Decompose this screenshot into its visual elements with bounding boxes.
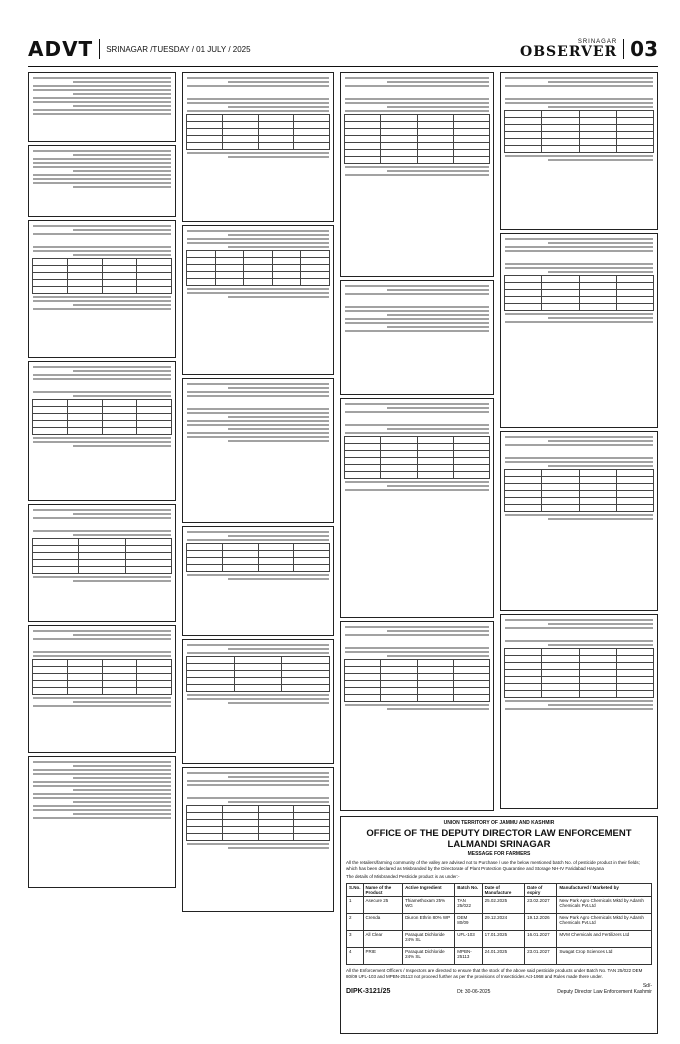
column-header: Manufactured / Marketed by bbox=[557, 883, 652, 896]
header-rule bbox=[28, 66, 658, 67]
notice-block bbox=[182, 225, 334, 375]
table-cell: 17.01.2025 bbox=[482, 930, 524, 947]
pesticide-notice bbox=[340, 816, 658, 1034]
header-divider bbox=[99, 39, 100, 59]
table-row bbox=[347, 913, 652, 930]
table-cell: 23.02.2027 bbox=[525, 896, 557, 913]
notice-block bbox=[500, 72, 658, 230]
notice-block bbox=[28, 625, 176, 753]
table-cell: 25.02.2025 bbox=[482, 896, 524, 913]
table-cell: 2 bbox=[347, 913, 364, 930]
dipk-number: DIPK-3121/25 bbox=[346, 988, 391, 996]
notice-footer bbox=[346, 983, 652, 995]
column-header: Batch No. bbox=[455, 883, 482, 896]
notice-block bbox=[500, 431, 658, 611]
column-header: S.No. bbox=[347, 883, 364, 896]
pesticide-table bbox=[346, 883, 652, 965]
signature-sd: Sd/- bbox=[642, 983, 652, 990]
notice-block bbox=[500, 614, 658, 809]
table-cell: Crenda bbox=[363, 913, 403, 930]
section-label: ADVT bbox=[28, 37, 94, 61]
table-cell: 23.01.2027 bbox=[525, 947, 557, 964]
table-cell: Paraquat Dichloride 24% SL bbox=[403, 930, 455, 947]
notice-block bbox=[182, 639, 334, 764]
table-header-row bbox=[347, 883, 652, 896]
table-cell: MVM Chemicals and Fertilizers Ltd bbox=[557, 930, 652, 947]
page-header bbox=[28, 34, 658, 64]
notice-date: Dt: 30-06-2025 bbox=[457, 989, 491, 996]
masthead-logo bbox=[520, 39, 617, 59]
table-cell: TAN 25/022 bbox=[455, 896, 482, 913]
table-cell: Asecure 25 bbox=[363, 896, 403, 913]
dateline: SRINAGAR /TUESDAY / 01 JULY / 2025 bbox=[106, 44, 251, 54]
table-cell: 4 bbox=[347, 947, 364, 964]
notice-block bbox=[340, 398, 494, 618]
masthead-title: OBSERVER bbox=[520, 44, 618, 60]
notice-block bbox=[28, 220, 176, 358]
table-cell: New Park Agro Chemicals Mktd by Adarsh Chemicals Pvt.Ltd bbox=[557, 913, 652, 930]
column-header: Name of the Product bbox=[363, 883, 403, 896]
header-divider bbox=[623, 39, 624, 59]
table-cell: 1 bbox=[347, 896, 364, 913]
table-row bbox=[347, 947, 652, 964]
notice-block bbox=[28, 145, 176, 217]
column-header: Active Ingredient bbox=[403, 883, 455, 896]
table-cell: 16.01.2027 bbox=[525, 930, 557, 947]
table-cell: 19.12.2026 bbox=[525, 913, 557, 930]
masthead-city: SRINAGAR bbox=[577, 39, 618, 45]
ad-column-1 bbox=[28, 72, 176, 891]
notice-block bbox=[28, 72, 176, 142]
ad-column-4 bbox=[500, 72, 658, 812]
table-cell: 29.12.2024 bbox=[482, 913, 524, 930]
notice-block bbox=[500, 233, 658, 428]
notice-block bbox=[182, 72, 334, 222]
notice-details-label: The details of Misbranded Pesticide product is as under:- bbox=[346, 874, 460, 880]
column-header: Date of expiry bbox=[525, 883, 557, 896]
notice-block bbox=[182, 526, 334, 636]
table-cell: 24.01.2025 bbox=[482, 947, 524, 964]
notice-office-title: OFFICE OF THE DEPUTY DIRECTOR LAW ENFORCEMENT LALMANDI SRINAGAR bbox=[366, 828, 632, 850]
table-cell: DEM 80/09 bbox=[455, 913, 482, 930]
notice-block bbox=[182, 378, 334, 523]
table-row bbox=[347, 930, 652, 947]
notice-block bbox=[28, 361, 176, 501]
table-cell: Diuron Ethrin 80% WP bbox=[403, 913, 455, 930]
table-cell: PRIE bbox=[363, 947, 403, 964]
table-cell: Swagat Crop Sciences Ltd bbox=[557, 947, 652, 964]
table-cell: Paraquat Dichloride 24% SL bbox=[403, 947, 455, 964]
notice-block bbox=[28, 756, 176, 888]
table-cell: Thiamethoxam 25% WG bbox=[403, 896, 455, 913]
notice-ut: UNION TERRITORY OF JAMMU AND KASHMIR bbox=[443, 820, 555, 826]
table-cell: UFL-103 bbox=[455, 930, 482, 947]
notice-block bbox=[182, 767, 334, 912]
page-number: 03 bbox=[630, 37, 658, 61]
notice-signature bbox=[557, 983, 652, 995]
notice-block bbox=[340, 72, 494, 277]
table-row bbox=[347, 896, 652, 913]
notice-intro: All the retailers/farming community of the valley are advised not to Purchase / use the below mentioned batch No. of pesticide product in their fields; which has been declared as Misbranded by the Directorate of Plant Protection Quarantine and Storage NH-IV Faridabad Haryana bbox=[346, 860, 640, 871]
notice-block bbox=[340, 280, 494, 395]
table-cell: All Clear bbox=[363, 930, 403, 947]
notice-block bbox=[28, 504, 176, 622]
notice-message-heading: MESSAGE FOR FARMERS bbox=[467, 851, 531, 857]
signature-designation: Deputy Director Law Enforcement Kashmir bbox=[557, 989, 652, 996]
column-header: Date of Manufacture bbox=[482, 883, 524, 896]
table-cell: 3 bbox=[347, 930, 364, 947]
table-cell: MPBN-25113 bbox=[455, 947, 482, 964]
ad-column-2 bbox=[182, 72, 334, 915]
notice-block bbox=[340, 621, 494, 811]
table-cell: New Park Agro Chemicals Mktd by Adarsh Chemicals Pvt.Ltd bbox=[557, 896, 652, 913]
ad-column-3 bbox=[340, 72, 494, 814]
notice-outro: All the Enforcement Officers / Inspectors are directed to ensure that the stock of the above said pesticide products under Batch No. TAN 25/022 DEM 80/09 UFL-103 and MPBN-25113 not proceed further as per the provisions of Insecticides Act-1968 and Rules made there under. bbox=[346, 967, 643, 979]
